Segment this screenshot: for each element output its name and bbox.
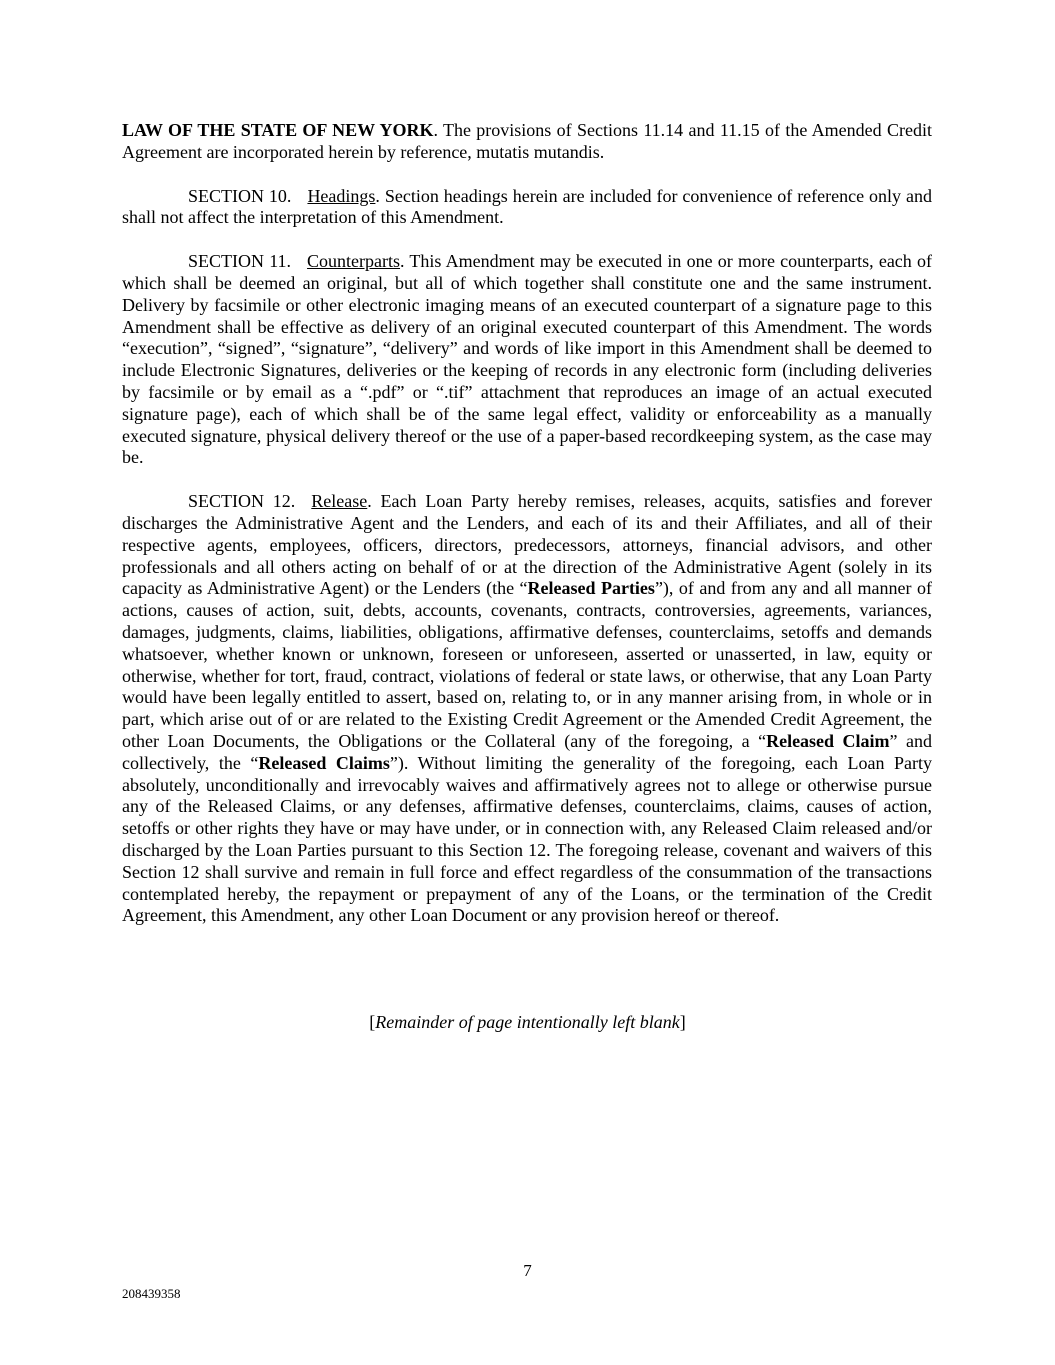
- section-11-heading-word: Counterparts: [307, 251, 401, 272]
- section-10-label: SECTION 10.: [188, 185, 292, 206]
- document-body: [122, 120, 932, 949]
- section-11-label: SECTION 11.: [188, 251, 292, 272]
- section-12-text-3: ” and collectively, the “: [122, 730, 933, 773]
- section-12-text-1: . Each Loan Party hereby remises, releases, acquits, satisfies and forever discharges the Administrative Agent and the Lenders, and each of its and their Affiliates, and all of their respective agents, employees, officers, directors, predecessors, attorneys, financial advisors, and other professionals and all others acting on behalf of or at the direction of the Administrative Agent (solely in its capacity as Administrative Agent) or the Lenders (the “: [122, 491, 932, 599]
- document-id-footer: 208439358: [122, 1286, 181, 1301]
- section-12-text-2: ”), of and from any and all manner of actions, causes of action, suit, debts, accounts, covenants, contracts, controversies, agreements, variances, damages, judgments, claims, liabilities, obligations, affirmative defenses, counterclaims, setoffs and demands whatsoever, whether known or unknown, foreseen or unforeseen, asserted or unasserted, in law, equity or otherwise, whether for tort, fraud, contract, violations of federal or state laws, or otherwise, that any Loan Party would have been legally entitled to assert, based on, relating to, or in any manner arising from, in whole or in part, which arise out of or are related to the Existing Credit Agreement or the Amended Credit Agreement, the other Loan Documents, the Obligations or the Collateral (any of the foregoing, a “: [122, 578, 932, 751]
- section-10-paragraph: [122, 186, 932, 230]
- page-number: 7: [523, 1261, 532, 1280]
- released-claims-term: Released Claims: [258, 752, 390, 773]
- section-11-paragraph: [122, 251, 932, 469]
- remainder-open-bracket: [: [369, 1012, 376, 1032]
- governing-law-paragraph: [122, 120, 932, 164]
- remainder-notice: [0, 1012, 1055, 1034]
- section-10-heading-word: Headings: [307, 185, 376, 206]
- section-12-label: SECTION 12.: [188, 491, 296, 512]
- released-claim-term: Released Claim: [766, 730, 890, 751]
- governing-law-text: . The provisions of Sections 11.14 and 11.15 of the Amended Credit Agreement are incorporated herein by reference, mutatis mutandis.: [122, 120, 932, 162]
- section-12-text-4: ”). Without limiting the generality of the foregoing, each Loan Party absolutely, unconditionally and irrevocably waives and affirmatively agrees not to allege or otherwise pursue any of the Released Claims, or any defenses, affirmative defenses, counterclaims, claims, causes of action, setoffs or other rights they have or may have under, or in connection with, any Released Claim released and/or discharged by the Loan Parties pursuant to this Section 12. The foregoing release, covenant and waivers of this Section 12 shall survive and remain in full force and effect regardless of the consummation of the transactions contemplated hereby, the repayment or prepayment of any of the Loans, or the termination of the Credit Agreement, this Amendment, any other Loan Document or any provision hereof or thereof.: [122, 752, 933, 926]
- remainder-text: Remainder of page intentionally left blank: [375, 1012, 680, 1032]
- section-11-text: . This Amendment may be executed in one or more counterparts, each of which shall be deemed an original, but all of which together shall constitute one and the same instrument. Delivery by facsimile or other electronic imaging means of an executed counterpart of a signature page to this Amendment shall be effective as delivery of an original executed counterpart of this Amendment. The words “execution”, “signed”, “signature”, “delivery” and words of like import in this Amendment shall be deemed to include Electronic Signatures, deliveries or the keeping of records in any electronic form (including deliveries by facsimile or by email as a “.pdf” or “.tif” attachment that reproduces an image of an actual executed signature page), each of which shall be of the same legal effect, validity or enforceability as a manually executed signature, physical delivery thereof or the use of a paper-based recordkeeping system, as the case may be.: [122, 251, 932, 468]
- remainder-close-bracket: ]: [679, 1012, 686, 1032]
- released-parties-term: Released Parties: [527, 578, 655, 599]
- section-12-heading-word: Release: [311, 491, 368, 512]
- governing-law-lead-in: LAW OF THE STATE OF NEW YORK: [122, 120, 434, 140]
- section-12-paragraph: [122, 491, 932, 927]
- section-10-text: . Section headings herein are included for convenience of reference only and shall not affect the interpretation of this Amendment.: [122, 185, 932, 228]
